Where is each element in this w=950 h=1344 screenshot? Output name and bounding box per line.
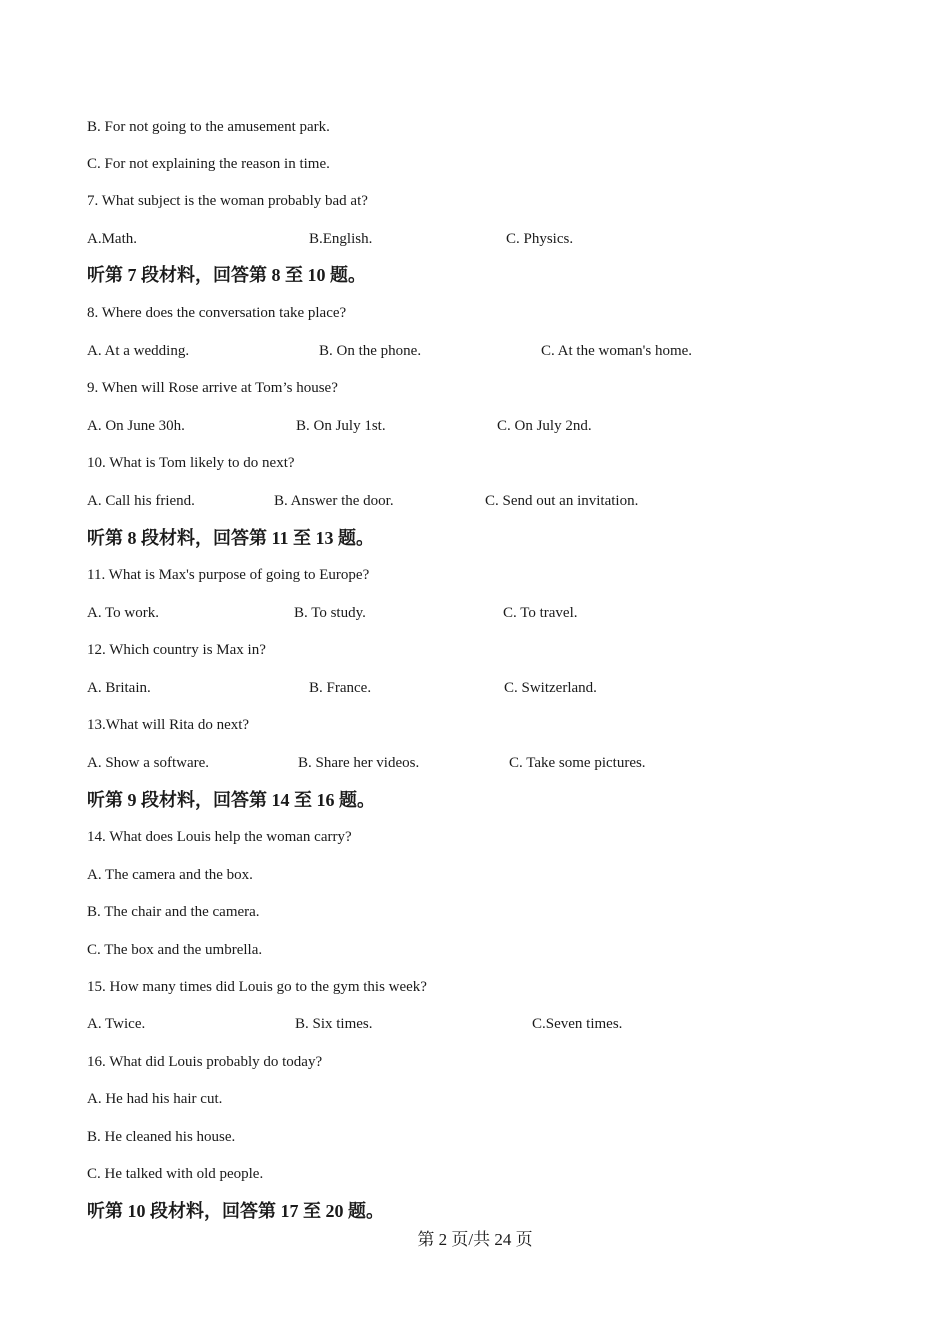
page-number: 第 2 页/共 24 页 bbox=[417, 1230, 533, 1249]
option-b-q9: B. On July 1st. bbox=[296, 418, 386, 434]
question-11: 11. What is Max's purpose of going to Europe? bbox=[87, 567, 370, 583]
section-heading-8: 听第 8 段材料，回答第 11 至 13 题。 bbox=[87, 528, 375, 548]
section-heading-7: 听第 7 段材料，回答第 8 至 10 题。 bbox=[87, 265, 366, 285]
option-c-q16: C. He talked with old people. bbox=[87, 1166, 264, 1182]
question-10: 10. What is Tom likely to do next? bbox=[87, 455, 295, 471]
option-a-q7: A.Math. bbox=[87, 231, 137, 247]
question-15: 15. How many times did Louis go to the gym this week? bbox=[87, 979, 427, 995]
option-a-q11: A. To work. bbox=[87, 605, 160, 621]
option-a-q16: A. He had his hair cut. bbox=[87, 1091, 223, 1107]
option-c-q7: C. Physics. bbox=[506, 231, 574, 247]
question-9: 9. When will Rose arrive at Tom’s house? bbox=[87, 380, 338, 396]
option-a-q14: A. The camera and the box. bbox=[87, 867, 253, 883]
option-a-q9: A. On June 30h. bbox=[87, 418, 185, 434]
option-b-q11: B. To study. bbox=[294, 605, 366, 621]
option-c-q13: C. Take some pictures. bbox=[509, 755, 646, 771]
option-a-q13: A. Show a software. bbox=[87, 755, 210, 771]
section-heading-9: 听第 9 段材料，回答第 14 至 16 题。 bbox=[87, 790, 375, 810]
option-c-q10: C. Send out an invitation. bbox=[485, 493, 639, 509]
question-7: 7. What subject is the woman probably bad at? bbox=[87, 193, 368, 209]
question-14: 14. What does Louis help the woman carry? bbox=[87, 829, 352, 845]
option-b-q7: B.English. bbox=[309, 231, 373, 247]
option-c-q9: C. On July 2nd. bbox=[497, 418, 592, 434]
option-b-q6: B. For not going to the amusement park. bbox=[87, 119, 330, 135]
section-heading-10: 听第 10 段材料，回答第 17 至 20 题。 bbox=[87, 1201, 384, 1221]
question-12: 12. Which country is Max in? bbox=[87, 642, 266, 658]
option-a-q10: A. Call his friend. bbox=[87, 493, 195, 509]
option-b-q10: B. Answer the door. bbox=[274, 493, 394, 509]
option-b-q15: B. Six times. bbox=[295, 1016, 373, 1032]
option-a-q15: A. Twice. bbox=[87, 1016, 146, 1032]
question-13: 13.What will Rita do next? bbox=[87, 717, 250, 733]
option-a-q8: A. At a wedding. bbox=[87, 343, 190, 359]
question-16: 16. What did Louis probably do today? bbox=[87, 1054, 323, 1070]
option-a-q12: A. Britain. bbox=[87, 680, 151, 696]
option-b-q8: B. On the phone. bbox=[319, 343, 422, 359]
option-c-q11: C. To travel. bbox=[503, 605, 578, 621]
option-c-q14: C. The box and the umbrella. bbox=[87, 942, 263, 958]
option-b-q13: B. Share her videos. bbox=[298, 755, 420, 771]
option-c-q8: C. At the woman's home. bbox=[541, 343, 693, 359]
option-b-q12: B. France. bbox=[309, 680, 372, 696]
option-b-q14: B. The chair and the camera. bbox=[87, 904, 260, 920]
option-c-q6: C. For not explaining the reason in time. bbox=[87, 156, 330, 172]
option-c-q15: C.Seven times. bbox=[532, 1016, 623, 1032]
option-c-q12: C. Switzerland. bbox=[504, 680, 597, 696]
question-8: 8. Where does the conversation take place? bbox=[87, 305, 347, 321]
option-b-q16: B. He cleaned his house. bbox=[87, 1129, 236, 1145]
